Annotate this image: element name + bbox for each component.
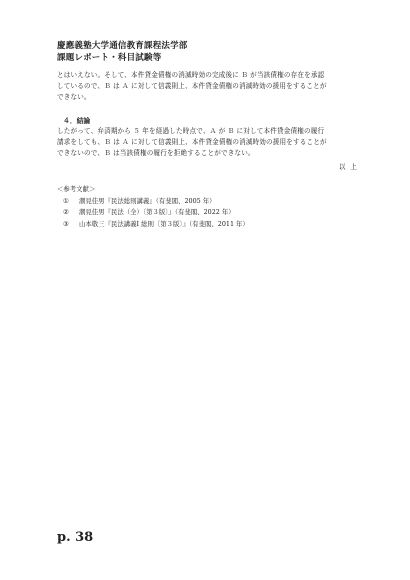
header-subtitle: 課題レポート・科目試験等 [57,53,162,63]
page-number: p. 38 [57,530,94,545]
references-heading: ＜参考文献＞ [57,185,96,193]
text-line: しているので、Ｂ は Ａ に対して信義則上、本件貸金債権の消滅時効の援用をすることが [57,82,327,91]
reference-text: 潮見佳男『民法（全）〔第３版〕』（有斐閣、2022 年） [79,208,235,216]
reference-number: ① [63,196,69,205]
reference-text: 潮見佳男『民法総則講義』（有斐閣、2005 年） [79,196,216,205]
paragraph-1 [57,70,357,104]
reference-item [57,196,249,208]
signoff: 以上 [338,163,362,171]
text-line: できない。 [57,93,91,102]
text-line: 請求をしても、Ｂ は Ａ に対して信義則上、本件貸金債権の消滅時効の援用をすることが [57,138,327,147]
reference-number: ② [63,208,69,216]
reference-number: ③ [63,219,69,228]
page-header [57,40,188,64]
reference-item [57,207,249,219]
text-line: とはいえない。そして、本件貸金債権の消滅時効の完成後に Ｂ が当該債権の存在を承認 [57,71,325,79]
header-university: 慶應義塾大学通信教育課程法学部 [57,41,188,51]
references-section [57,184,249,230]
paragraph-2 [57,126,357,160]
conclusion-heading: ４．結論 [63,117,91,125]
text-line: したがって、弁済期から ５ 年を経過した時点で、Ａ が Ｂ に対して本件貸金債権の履行 [57,127,325,135]
reference-text: 山本敬三『民法講義Ⅰ 総則〔第３版〕』（有斐閣、2011 年） [79,219,249,228]
reference-item [57,219,249,231]
text-line: できないので、Ｂ は当該債権の履行を拒絶することができない。 [57,149,255,158]
